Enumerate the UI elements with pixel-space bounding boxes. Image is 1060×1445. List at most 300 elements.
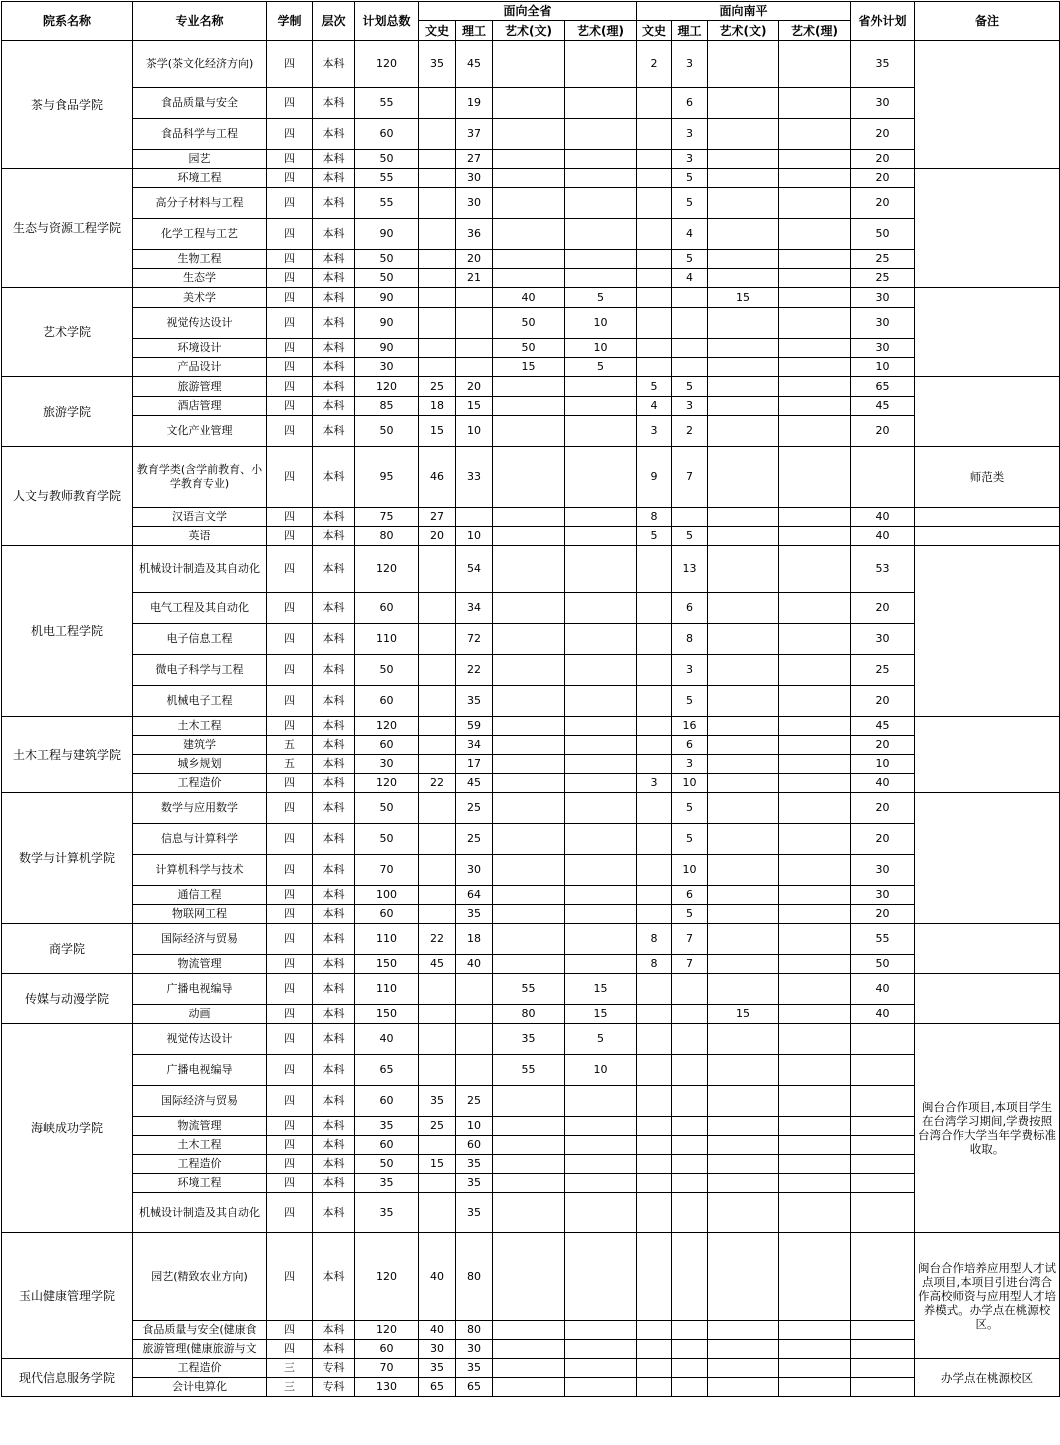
total-cell: 120 <box>355 377 419 397</box>
np-art-li-cell <box>779 1193 851 1233</box>
prov-ligong-cell: 80 <box>456 1321 493 1340</box>
level-cell: 本科 <box>313 1155 355 1174</box>
total-cell: 120 <box>355 546 419 593</box>
prov-ligong-cell: 36 <box>456 219 493 250</box>
prov-art-wen-cell <box>493 855 565 886</box>
np-art-li-cell <box>779 308 851 339</box>
remark-cell: 师范类 <box>915 447 1060 508</box>
level-cell: 本科 <box>313 219 355 250</box>
table-row <box>2 1086 1060 1117</box>
remark-cell <box>915 377 1060 447</box>
np-ligong-cell <box>672 339 708 358</box>
np-art-li-cell <box>779 269 851 288</box>
college-name: 生态与资源工程学院 <box>2 169 133 288</box>
outside-plan-cell: 65 <box>851 377 915 397</box>
years-cell: 四 <box>267 119 313 150</box>
outside-plan-cell: 30 <box>851 288 915 308</box>
major-name: 环境设计 <box>133 339 267 358</box>
prov-wenshi-cell: 35 <box>419 41 456 88</box>
np-ligong-cell: 5 <box>672 527 708 546</box>
remark-cell <box>915 924 1060 974</box>
np-art-wen-cell <box>708 397 779 416</box>
prov-art-li-cell <box>565 188 637 219</box>
np-art-li-cell <box>779 41 851 88</box>
np-art-wen-cell <box>708 447 779 508</box>
table-row <box>2 339 1060 358</box>
prov-art-li-cell <box>565 1359 637 1378</box>
np-art-li-cell <box>779 397 851 416</box>
np-wenshi-cell <box>637 308 672 339</box>
level-cell: 本科 <box>313 955 355 974</box>
prov-wenshi-cell <box>419 88 456 119</box>
outside-plan-cell: 20 <box>851 686 915 717</box>
prov-wenshi-cell <box>419 1024 456 1055</box>
np-wenshi-cell <box>637 686 672 717</box>
outside-plan-cell: 30 <box>851 308 915 339</box>
np-art-li-cell <box>779 546 851 593</box>
header-province-ligong: 理工 <box>456 21 493 41</box>
level-cell: 本科 <box>313 1055 355 1086</box>
prov-wenshi-cell <box>419 288 456 308</box>
years-cell: 四 <box>267 624 313 655</box>
college-name: 传媒与动漫学院 <box>2 974 133 1024</box>
total-cell: 90 <box>355 288 419 308</box>
np-art-wen-cell <box>708 150 779 169</box>
np-ligong-cell: 5 <box>672 824 708 855</box>
np-wenshi-cell <box>637 150 672 169</box>
prov-ligong-cell: 25 <box>456 793 493 824</box>
prov-art-wen-cell <box>493 88 565 119</box>
prov-wenshi-cell <box>419 546 456 593</box>
years-cell: 四 <box>267 1117 313 1136</box>
major-name: 工程造价 <box>133 1359 267 1378</box>
table-row <box>2 269 1060 288</box>
level-cell: 本科 <box>313 855 355 886</box>
enrollment-plan-table <box>1 1 1060 1397</box>
remark-cell <box>915 288 1060 377</box>
years-cell: 四 <box>267 686 313 717</box>
prov-wenshi-cell: 30 <box>419 1340 456 1359</box>
outside-plan-cell: 30 <box>851 886 915 905</box>
level-cell: 本科 <box>313 974 355 1005</box>
prov-art-li-cell <box>565 924 637 955</box>
table-body <box>2 41 1060 1397</box>
np-wenshi-cell <box>637 717 672 736</box>
np-ligong-cell <box>672 1086 708 1117</box>
prov-art-li-cell <box>565 269 637 288</box>
years-cell: 四 <box>267 886 313 905</box>
major-name: 教育学类(含学前教育、小学教育专业) <box>133 447 267 508</box>
np-art-li-cell <box>779 1136 851 1155</box>
outside-plan-cell: 30 <box>851 88 915 119</box>
np-art-wen-cell <box>708 1055 779 1086</box>
np-ligong-cell: 7 <box>672 924 708 955</box>
college-name: 旅游学院 <box>2 377 133 447</box>
level-cell: 本科 <box>313 88 355 119</box>
np-ligong-cell <box>672 1005 708 1024</box>
years-cell: 四 <box>267 88 313 119</box>
np-art-wen-cell <box>708 546 779 593</box>
np-art-li-cell <box>779 1086 851 1117</box>
years-cell: 四 <box>267 527 313 546</box>
prov-art-wen-cell: 50 <box>493 308 565 339</box>
np-art-li-cell <box>779 1340 851 1359</box>
table-row <box>2 397 1060 416</box>
college-name: 土木工程与建筑学院 <box>2 717 133 793</box>
np-ligong-cell <box>672 1136 708 1155</box>
outside-plan-cell: 20 <box>851 169 915 188</box>
table-row <box>2 1193 1060 1233</box>
prov-art-wen-cell <box>493 1233 565 1321</box>
major-name: 视觉传达设计 <box>133 308 267 339</box>
np-wenshi-cell: 5 <box>637 527 672 546</box>
major-name: 国际经济与贸易 <box>133 1086 267 1117</box>
total-cell: 75 <box>355 508 419 527</box>
prov-art-li-cell <box>565 793 637 824</box>
years-cell: 四 <box>267 1193 313 1233</box>
header-major: 专业名称 <box>133 2 267 41</box>
major-name: 广播电视编导 <box>133 974 267 1005</box>
total-cell: 90 <box>355 308 419 339</box>
np-wenshi-cell <box>637 824 672 855</box>
level-cell: 本科 <box>313 250 355 269</box>
np-art-li-cell <box>779 188 851 219</box>
np-ligong-cell: 3 <box>672 397 708 416</box>
np-art-li-cell <box>779 855 851 886</box>
table-row <box>2 655 1060 686</box>
prov-art-li-cell <box>565 250 637 269</box>
prov-ligong-cell <box>456 308 493 339</box>
prov-wenshi-cell: 27 <box>419 508 456 527</box>
np-wenshi-cell <box>637 624 672 655</box>
outside-plan-cell: 30 <box>851 624 915 655</box>
level-cell: 本科 <box>313 624 355 655</box>
prov-wenshi-cell <box>419 855 456 886</box>
header-nanping-ligong: 理工 <box>672 21 708 41</box>
np-wenshi-cell: 8 <box>637 924 672 955</box>
major-name: 生物工程 <box>133 250 267 269</box>
np-wenshi-cell: 5 <box>637 377 672 397</box>
college-name: 人文与教师教育学院 <box>2 447 133 546</box>
level-cell: 本科 <box>313 288 355 308</box>
major-name: 汉语言文学 <box>133 508 267 527</box>
outside-plan-cell: 20 <box>851 736 915 755</box>
prov-art-li-cell <box>565 1340 637 1359</box>
outside-plan-cell <box>851 1086 915 1117</box>
np-wenshi-cell <box>637 855 672 886</box>
prov-ligong-cell: 37 <box>456 119 493 150</box>
outside-plan-cell: 50 <box>851 219 915 250</box>
level-cell: 本科 <box>313 1024 355 1055</box>
level-cell: 本科 <box>313 527 355 546</box>
prov-art-li-cell: 5 <box>565 358 637 377</box>
prov-art-li-cell <box>565 546 637 593</box>
np-art-li-cell <box>779 169 851 188</box>
major-name: 茶学(茶文化经济方向) <box>133 41 267 88</box>
college-name: 艺术学院 <box>2 288 133 377</box>
np-art-wen-cell <box>708 774 779 793</box>
outside-plan-cell <box>851 1233 915 1321</box>
prov-art-li-cell <box>565 219 637 250</box>
total-cell: 70 <box>355 1359 419 1378</box>
np-ligong-cell <box>672 1378 708 1397</box>
total-cell: 50 <box>355 793 419 824</box>
np-art-wen-cell <box>708 377 779 397</box>
table-row <box>2 717 1060 736</box>
prov-art-li-cell <box>565 1174 637 1193</box>
np-art-li-cell <box>779 824 851 855</box>
np-wenshi-cell <box>637 169 672 188</box>
np-art-wen-cell <box>708 41 779 88</box>
years-cell: 四 <box>267 508 313 527</box>
prov-ligong-cell <box>456 508 493 527</box>
outside-plan-cell: 40 <box>851 974 915 1005</box>
prov-art-wen-cell <box>493 377 565 397</box>
total-cell: 60 <box>355 905 419 924</box>
prov-art-wen-cell <box>493 824 565 855</box>
np-art-wen-cell <box>708 527 779 546</box>
prov-wenshi-cell <box>419 905 456 924</box>
prov-art-li-cell <box>565 1155 637 1174</box>
np-wenshi-cell <box>637 339 672 358</box>
prov-wenshi-cell: 15 <box>419 1155 456 1174</box>
np-ligong-cell: 3 <box>672 41 708 88</box>
prov-art-wen-cell: 15 <box>493 358 565 377</box>
years-cell: 四 <box>267 269 313 288</box>
outside-plan-cell <box>851 1321 915 1340</box>
years-cell: 四 <box>267 824 313 855</box>
np-art-wen-cell <box>708 924 779 955</box>
header-province-art-li: 艺术(理) <box>565 21 637 41</box>
prov-art-wen-cell <box>493 1136 565 1155</box>
np-art-wen-cell <box>708 1117 779 1136</box>
prov-art-wen-cell <box>493 219 565 250</box>
np-ligong-cell: 5 <box>672 686 708 717</box>
prov-ligong-cell: 33 <box>456 447 493 508</box>
np-art-li-cell <box>779 119 851 150</box>
np-ligong-cell <box>672 1024 708 1055</box>
level-cell: 本科 <box>313 1174 355 1193</box>
np-ligong-cell <box>672 288 708 308</box>
major-name: 国际经济与贸易 <box>133 924 267 955</box>
np-ligong-cell <box>672 1340 708 1359</box>
prov-wenshi-cell <box>419 974 456 1005</box>
prov-art-wen-cell <box>493 416 565 447</box>
table-row <box>2 188 1060 219</box>
np-ligong-cell: 6 <box>672 88 708 119</box>
table-row <box>2 447 1060 508</box>
np-art-li-cell <box>779 793 851 824</box>
np-art-li-cell <box>779 774 851 793</box>
np-ligong-cell: 5 <box>672 905 708 924</box>
prov-ligong-cell: 35 <box>456 686 493 717</box>
np-art-wen-cell: 15 <box>708 288 779 308</box>
table-row <box>2 755 1060 774</box>
prov-art-wen-cell: 80 <box>493 1005 565 1024</box>
np-ligong-cell: 10 <box>672 774 708 793</box>
np-art-wen-cell <box>708 824 779 855</box>
np-art-li-cell <box>779 219 851 250</box>
total-cell: 120 <box>355 774 419 793</box>
np-ligong-cell <box>672 1155 708 1174</box>
np-art-li-cell <box>779 416 851 447</box>
prov-ligong-cell <box>456 974 493 1005</box>
years-cell: 四 <box>267 717 313 736</box>
prov-ligong-cell: 30 <box>456 188 493 219</box>
np-art-wen-cell <box>708 339 779 358</box>
prov-wenshi-cell: 25 <box>419 377 456 397</box>
outside-plan-cell: 40 <box>851 774 915 793</box>
years-cell: 四 <box>267 1086 313 1117</box>
np-art-li-cell <box>779 1233 851 1321</box>
np-ligong-cell: 7 <box>672 447 708 508</box>
prov-ligong-cell: 21 <box>456 269 493 288</box>
outside-plan-cell: 20 <box>851 905 915 924</box>
years-cell: 四 <box>267 169 313 188</box>
prov-art-wen-cell <box>493 41 565 88</box>
outside-plan-cell: 20 <box>851 824 915 855</box>
np-ligong-cell: 16 <box>672 717 708 736</box>
table-row <box>2 358 1060 377</box>
prov-art-li-cell <box>565 1086 637 1117</box>
years-cell: 四 <box>267 150 313 169</box>
level-cell: 本科 <box>313 397 355 416</box>
prov-art-li-cell <box>565 119 637 150</box>
np-art-wen-cell <box>708 624 779 655</box>
prov-art-wen-cell <box>493 527 565 546</box>
np-art-wen-cell <box>708 269 779 288</box>
table-row <box>2 793 1060 824</box>
outside-plan-cell: 40 <box>851 1005 915 1024</box>
table-row <box>2 41 1060 88</box>
prov-ligong-cell: 17 <box>456 755 493 774</box>
total-cell: 50 <box>355 655 419 686</box>
level-cell: 本科 <box>313 924 355 955</box>
prov-art-wen-cell <box>493 1321 565 1340</box>
np-art-li-cell <box>779 924 851 955</box>
np-art-wen-cell <box>708 1233 779 1321</box>
major-name: 英语 <box>133 527 267 546</box>
np-ligong-cell: 7 <box>672 955 708 974</box>
prov-ligong-cell: 18 <box>456 924 493 955</box>
level-cell: 本科 <box>313 1005 355 1024</box>
outside-plan-cell: 35 <box>851 41 915 88</box>
outside-plan-cell: 30 <box>851 855 915 886</box>
prov-ligong-cell: 40 <box>456 955 493 974</box>
header-total: 计划总数 <box>355 2 419 41</box>
total-cell: 130 <box>355 1378 419 1397</box>
np-art-wen-cell <box>708 1193 779 1233</box>
prov-art-li-cell <box>565 1378 637 1397</box>
prov-wenshi-cell <box>419 1193 456 1233</box>
table-row <box>2 824 1060 855</box>
total-cell: 150 <box>355 955 419 974</box>
np-wenshi-cell <box>637 1233 672 1321</box>
table-row <box>2 1024 1060 1055</box>
prov-wenshi-cell: 35 <box>419 1359 456 1378</box>
np-art-wen-cell <box>708 886 779 905</box>
prov-art-wen-cell <box>493 447 565 508</box>
header-remark: 备注 <box>915 2 1060 41</box>
table-row <box>2 736 1060 755</box>
prov-ligong-cell <box>456 1005 493 1024</box>
prov-art-wen-cell: 40 <box>493 288 565 308</box>
np-ligong-cell: 5 <box>672 169 708 188</box>
prov-art-li-cell <box>565 1193 637 1233</box>
prov-art-wen-cell <box>493 250 565 269</box>
level-cell: 本科 <box>313 655 355 686</box>
prov-ligong-cell: 65 <box>456 1378 493 1397</box>
total-cell: 50 <box>355 150 419 169</box>
prov-art-wen-cell <box>493 169 565 188</box>
prov-wenshi-cell <box>419 308 456 339</box>
prov-art-wen-cell <box>493 655 565 686</box>
prov-ligong-cell: 54 <box>456 546 493 593</box>
np-art-wen-cell <box>708 308 779 339</box>
prov-art-wen-cell <box>493 717 565 736</box>
np-ligong-cell: 3 <box>672 119 708 150</box>
outside-plan-cell: 55 <box>851 924 915 955</box>
years-cell: 四 <box>267 793 313 824</box>
prov-wenshi-cell <box>419 1005 456 1024</box>
np-ligong-cell <box>672 358 708 377</box>
table-row <box>2 88 1060 119</box>
np-art-li-cell <box>779 736 851 755</box>
np-art-li-cell <box>779 974 851 1005</box>
prov-art-wen-cell <box>493 755 565 774</box>
level-cell: 本科 <box>313 593 355 624</box>
major-name: 建筑学 <box>133 736 267 755</box>
prov-art-li-cell <box>565 447 637 508</box>
years-cell: 五 <box>267 755 313 774</box>
total-cell: 60 <box>355 1340 419 1359</box>
np-art-li-cell <box>779 886 851 905</box>
major-name: 工程造价 <box>133 774 267 793</box>
total-cell: 55 <box>355 188 419 219</box>
np-art-li-cell <box>779 288 851 308</box>
prov-ligong-cell: 30 <box>456 169 493 188</box>
np-wenshi-cell <box>637 755 672 774</box>
major-name: 工程造价 <box>133 1155 267 1174</box>
np-wenshi-cell <box>637 1086 672 1117</box>
np-ligong-cell: 10 <box>672 855 708 886</box>
np-art-li-cell <box>779 339 851 358</box>
major-name: 旅游管理 <box>133 377 267 397</box>
prov-ligong-cell: 22 <box>456 655 493 686</box>
major-name: 电气工程及其自动化 <box>133 593 267 624</box>
years-cell: 四 <box>267 1155 313 1174</box>
outside-plan-cell: 45 <box>851 397 915 416</box>
years-cell: 四 <box>267 924 313 955</box>
np-wenshi-cell <box>637 1340 672 1359</box>
remark-cell <box>915 508 1060 527</box>
total-cell: 50 <box>355 1155 419 1174</box>
outside-plan-cell <box>851 1174 915 1193</box>
np-art-wen-cell <box>708 169 779 188</box>
np-wenshi-cell <box>637 1136 672 1155</box>
prov-art-li-cell: 5 <box>565 1024 637 1055</box>
remark-cell <box>915 527 1060 546</box>
prov-art-li-cell <box>565 1117 637 1136</box>
years-cell: 四 <box>267 1005 313 1024</box>
total-cell: 80 <box>355 527 419 546</box>
outside-plan-cell: 20 <box>851 593 915 624</box>
college-name: 数学与计算机学院 <box>2 793 133 924</box>
np-wenshi-cell <box>637 250 672 269</box>
level-cell: 本科 <box>313 686 355 717</box>
prov-art-wen-cell <box>493 793 565 824</box>
prov-wenshi-cell: 46 <box>419 447 456 508</box>
